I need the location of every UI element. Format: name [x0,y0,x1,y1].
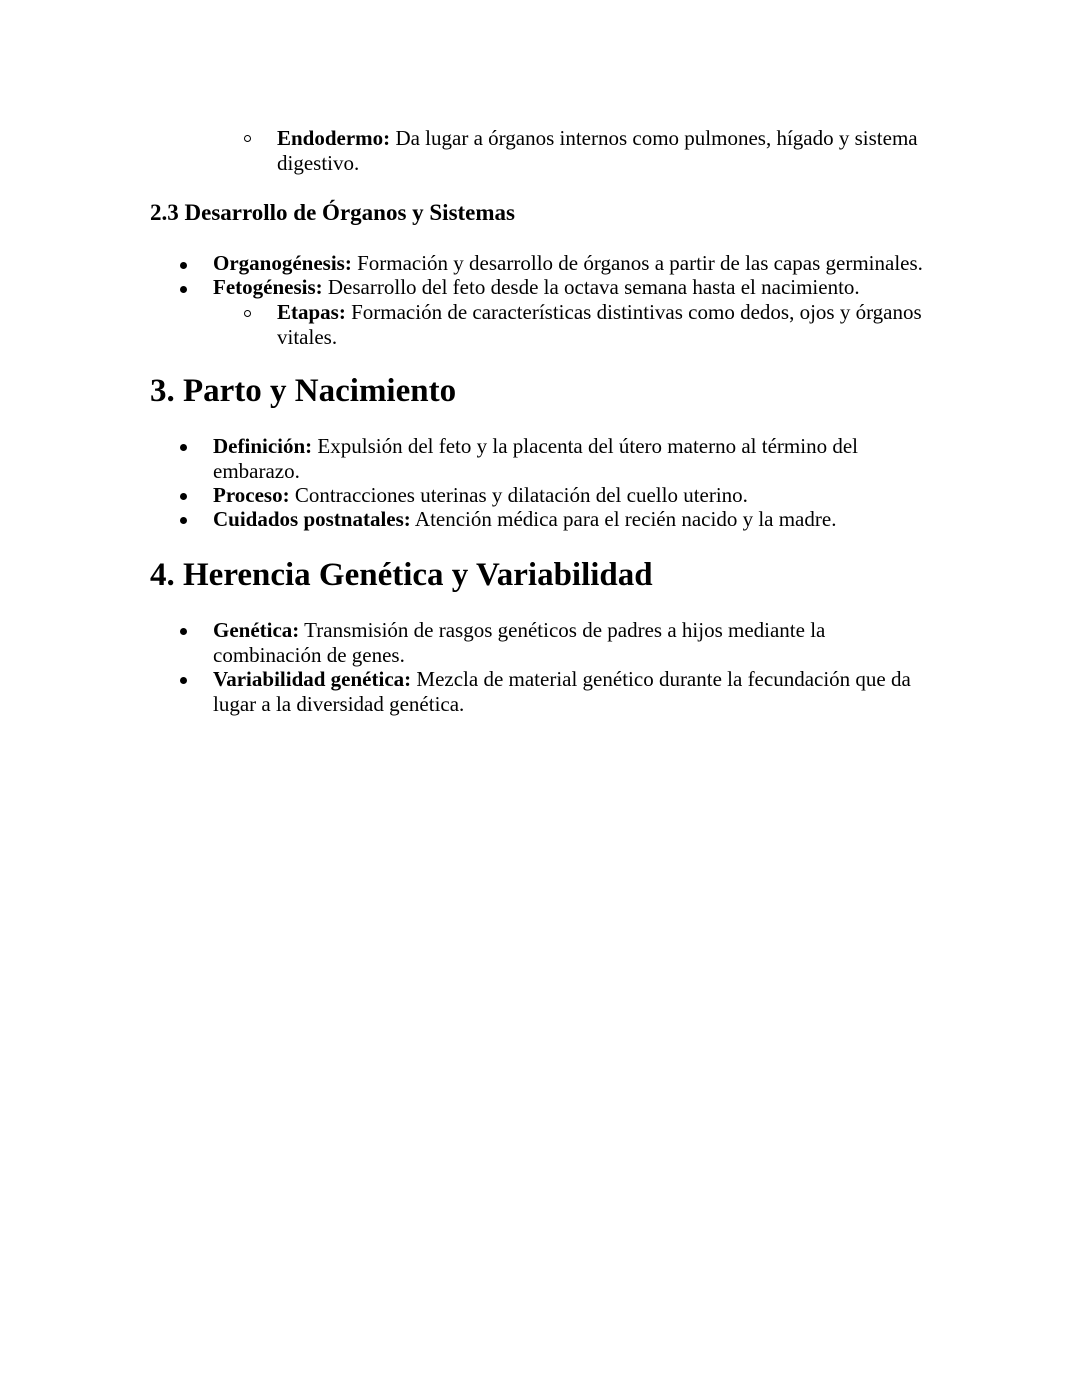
bullet [180,262,187,269]
list-item-endodermo [277,126,918,175]
desc-variabilidad-cont: lugar a la diversidad genética. [213,691,465,716]
bullet [180,286,187,293]
bullet [180,628,187,635]
list-item-genetica [213,618,825,667]
desc-variabilidad: Mezcla de material genético durante la fecundación que da [416,667,911,691]
list-item-variabilidad [213,667,911,716]
term-cuidados: Cuidados postnatales: [213,507,411,531]
bullet [180,493,187,500]
desc-etapas-cont: vitales. [277,324,338,349]
bullet [180,444,187,451]
term-etapas: Etapas: [277,300,346,324]
desc-cuidados: Atención médica para el recién nacido y la madre. [414,507,837,531]
term-endodermo: Endodermo: [277,126,391,150]
sub-bullet [244,310,251,317]
list-item-fetogenesis [213,275,860,300]
term-genetica: Genética: [213,618,300,642]
term-organogenesis: Organogénesis: [213,251,352,275]
desc-proceso: Contracciones uterinas y dilatación del cuello uterino. [294,483,748,507]
desc-endodermo: Da lugar a órganos internos como pulmones, hígado y sistema [395,126,918,150]
list-item-cuidados [213,507,836,532]
desc-organogenesis: Formación y desarrollo de órganos a partir de las capas germinales. [357,251,923,275]
desc-genetica-cont: combinación de genes. [213,642,405,667]
term-fetogenesis: Fetogénesis: [213,275,323,299]
bullet [180,677,187,684]
list-item-etapas [277,300,922,349]
desc-definicion: Expulsión del feto y la placenta del útero materno al término del [317,434,858,458]
desc-etapas: Formación de características distintivas como dedos, ojos y órganos [351,300,922,324]
section-heading-4: 4. Herencia Genética y Variabilidad [150,557,653,593]
desc-fetogenesis: Desarrollo del feto desde la octava semana hasta el nacimiento. [327,275,860,299]
term-variabilidad: Variabilidad genética: [213,667,412,691]
bullet [180,517,187,524]
list-item-organogenesis [213,251,923,276]
section-heading-3: 3. Parto y Nacimiento [150,373,457,409]
list-item-proceso [213,483,748,508]
term-definicion: Definición: [213,434,313,458]
desc-endodermo-cont: digestivo. [277,150,360,175]
desc-definicion-cont: embarazo. [213,458,300,483]
section-heading-2-3: 2.3 Desarrollo de Órganos y Sistemas [150,200,516,225]
list-item-definicion [213,434,858,483]
sub-bullet [244,135,251,142]
desc-genetica: Transmisión de rasgos genéticos de padres a hijos mediante la [304,618,826,642]
term-proceso: Proceso: [213,483,290,507]
